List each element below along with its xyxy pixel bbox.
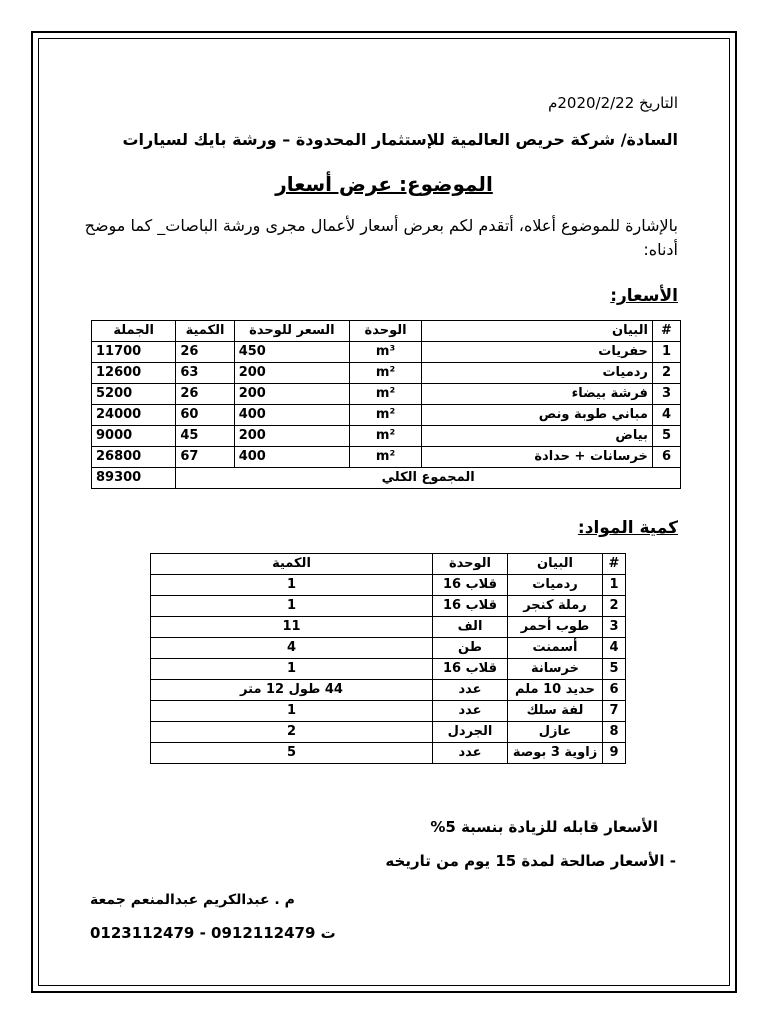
row-unit: عدد bbox=[433, 680, 508, 701]
row-no: 2 bbox=[652, 363, 680, 384]
col-header-unit: الوحدة bbox=[350, 321, 422, 342]
row-qty: 2 bbox=[151, 722, 433, 743]
intro-paragraph: بالإشارة للموضوع أعلاه، أتقدم لكم بعرض أسعار لأعمال مجرى ورشة الباصات_ كما موضح أدناه: bbox=[84, 216, 678, 259]
row-no: 5 bbox=[603, 659, 626, 680]
table-row bbox=[92, 426, 681, 447]
row-unit-price: 200 bbox=[234, 426, 349, 447]
prices-table bbox=[91, 320, 681, 489]
row-unit: m² bbox=[350, 363, 422, 384]
row-qty: 26 bbox=[176, 384, 234, 405]
row-unit: قلاب 16 bbox=[433, 659, 508, 680]
col-header-item: البيان bbox=[422, 321, 653, 342]
table-row bbox=[151, 575, 626, 596]
row-no: 6 bbox=[652, 447, 680, 468]
row-item: طوب أحمر bbox=[508, 617, 603, 638]
col-header-item: البيان bbox=[508, 554, 603, 575]
row-item: مباني طوبة ونص bbox=[422, 405, 653, 426]
row-unit: m³ bbox=[350, 342, 422, 363]
row-item: خرسانة bbox=[508, 659, 603, 680]
col-header-qty: الكمية bbox=[176, 321, 234, 342]
row-no: 7 bbox=[603, 701, 626, 722]
row-unit: عدد bbox=[433, 701, 508, 722]
row-no: 5 bbox=[652, 426, 680, 447]
table-row bbox=[92, 384, 681, 405]
price-increase-note: الأسعار قابله للزيادة بنسبة 5% bbox=[430, 818, 658, 836]
row-unit-price: 400 bbox=[234, 405, 349, 426]
row-qty: 1 bbox=[151, 701, 433, 722]
row-qty: 1 bbox=[151, 659, 433, 680]
table-row bbox=[151, 701, 626, 722]
row-no: 9 bbox=[603, 743, 626, 764]
row-total: 9000 bbox=[92, 426, 176, 447]
col-header-unit: الوحدة bbox=[433, 554, 508, 575]
row-unit: قلاب 16 bbox=[433, 575, 508, 596]
row-qty: 67 bbox=[176, 447, 234, 468]
grand-total-value: 89300 bbox=[92, 468, 176, 489]
row-item: حديد 10 ملم bbox=[508, 680, 603, 701]
row-item: ردميات bbox=[422, 363, 653, 384]
row-no: 1 bbox=[603, 575, 626, 596]
recipient-line: السادة/ شركة حريص العالمية للإستثمار المحدودة – ورشة بايك لسيارات bbox=[122, 130, 678, 149]
price-validity-note: - الأسعار صالحة لمدة 15 يوم من تاريخه bbox=[385, 852, 676, 870]
row-unit: m² bbox=[350, 426, 422, 447]
row-unit: m² bbox=[350, 405, 422, 426]
engineer-name: م . عبدالكريم عبدالمنعم جمعة bbox=[90, 892, 295, 908]
row-unit: قلاب 16 bbox=[433, 596, 508, 617]
row-item: حفريات bbox=[422, 342, 653, 363]
row-unit-price: 200 bbox=[234, 384, 349, 405]
table-row bbox=[151, 596, 626, 617]
row-item: خرسانات + حدادة bbox=[422, 447, 653, 468]
row-item: أسمنت bbox=[508, 638, 603, 659]
row-qty: 60 bbox=[176, 405, 234, 426]
prices-header-row bbox=[92, 321, 681, 342]
row-no: 2 bbox=[603, 596, 626, 617]
table-row bbox=[92, 447, 681, 468]
row-no: 8 bbox=[603, 722, 626, 743]
grand-total-label: المجموع الكلي bbox=[176, 468, 681, 489]
col-header-total: الجملة bbox=[92, 321, 176, 342]
row-total: 12600 bbox=[92, 363, 176, 384]
row-qty: 44 طول 12 متر bbox=[151, 680, 433, 701]
prices-section-title: الأسعار: bbox=[610, 286, 678, 306]
row-total: 26800 bbox=[92, 447, 176, 468]
row-unit: m² bbox=[350, 447, 422, 468]
row-unit: m² bbox=[350, 384, 422, 405]
materials-table bbox=[150, 553, 626, 764]
table-row bbox=[151, 617, 626, 638]
row-item: بياض bbox=[422, 426, 653, 447]
row-item: زاوية 3 بوصة bbox=[508, 743, 603, 764]
row-no: 3 bbox=[603, 617, 626, 638]
row-unit: الجردل bbox=[433, 722, 508, 743]
row-unit-price: 450 bbox=[234, 342, 349, 363]
row-qty: 1 bbox=[151, 596, 433, 617]
row-qty: 45 bbox=[176, 426, 234, 447]
row-item: عازل bbox=[508, 722, 603, 743]
subject-text: الموضوع: عرض أسعار bbox=[275, 172, 493, 196]
row-no: 4 bbox=[652, 405, 680, 426]
row-item: ردميات bbox=[508, 575, 603, 596]
row-unit: طن bbox=[433, 638, 508, 659]
row-total: 24000 bbox=[92, 405, 176, 426]
row-total: 5200 bbox=[92, 384, 176, 405]
col-header-no: # bbox=[603, 554, 626, 575]
row-no: 3 bbox=[652, 384, 680, 405]
row-qty: 1 bbox=[151, 575, 433, 596]
row-item: رملة كنجر bbox=[508, 596, 603, 617]
row-unit: الف bbox=[433, 617, 508, 638]
row-no: 1 bbox=[652, 342, 680, 363]
row-unit-price: 200 bbox=[234, 363, 349, 384]
subject-title bbox=[0, 172, 768, 196]
prices-total-row bbox=[92, 468, 681, 489]
table-row bbox=[92, 363, 681, 384]
table-row bbox=[92, 405, 681, 426]
materials-section-title: كمية المواد: bbox=[577, 518, 678, 538]
row-no: 6 bbox=[603, 680, 626, 701]
table-row bbox=[151, 680, 626, 701]
materials-header-row bbox=[151, 554, 626, 575]
row-unit: عدد bbox=[433, 743, 508, 764]
row-qty: 26 bbox=[176, 342, 234, 363]
row-qty: 4 bbox=[151, 638, 433, 659]
col-header-qty: الكمية bbox=[151, 554, 433, 575]
row-qty: 63 bbox=[176, 363, 234, 384]
row-total: 11700 bbox=[92, 342, 176, 363]
table-row bbox=[151, 743, 626, 764]
table-row bbox=[151, 659, 626, 680]
table-row bbox=[151, 638, 626, 659]
row-item: فرشة بيضاء bbox=[422, 384, 653, 405]
document-date: التاريخ 2020/2/22م bbox=[548, 94, 678, 112]
row-item: لفة سلك bbox=[508, 701, 603, 722]
row-no: 4 bbox=[603, 638, 626, 659]
table-row bbox=[151, 722, 626, 743]
row-qty: 5 bbox=[151, 743, 433, 764]
table-row bbox=[92, 342, 681, 363]
row-qty: 11 bbox=[151, 617, 433, 638]
col-header-unit-price: السعر للوحدة bbox=[234, 321, 349, 342]
phone-numbers: ت 0912112479 - 0123112479 bbox=[90, 924, 336, 942]
row-unit-price: 400 bbox=[234, 447, 349, 468]
col-header-no: # bbox=[652, 321, 680, 342]
